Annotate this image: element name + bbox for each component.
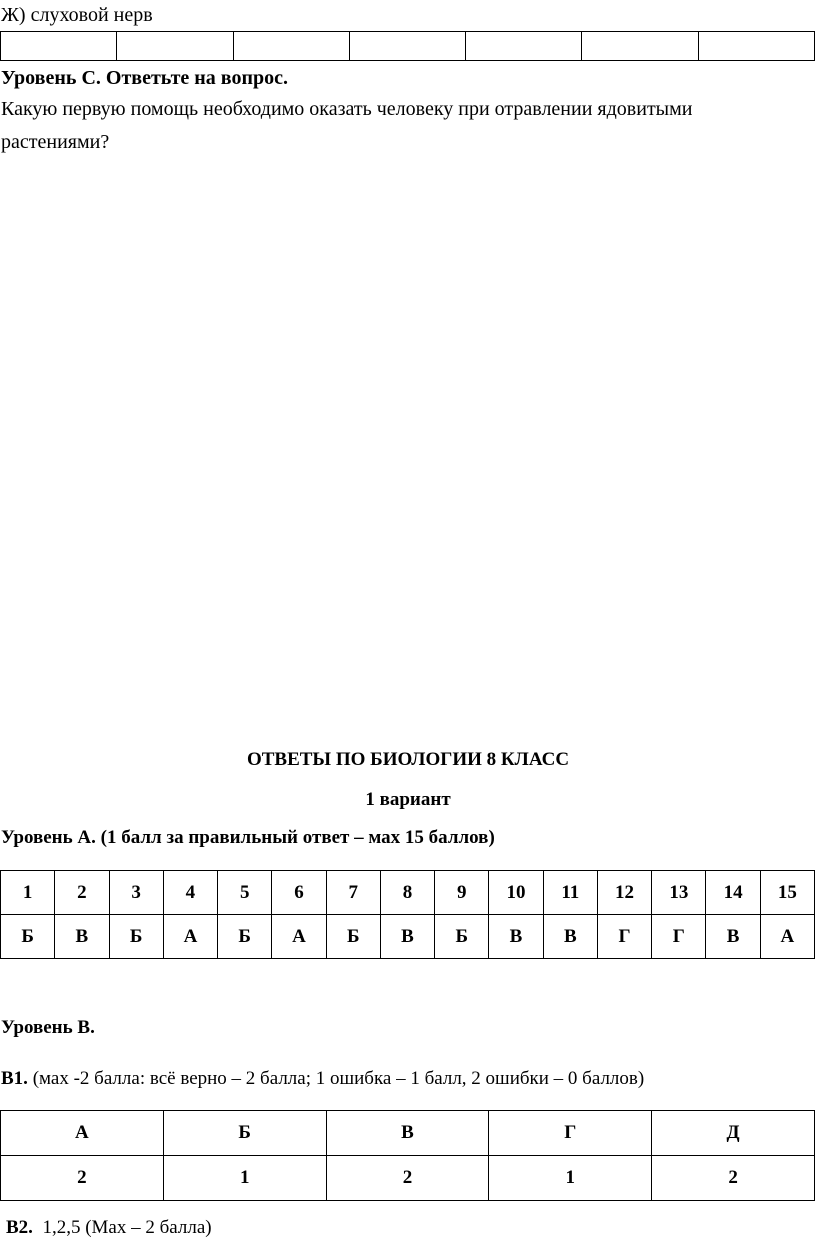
letter-cell: А	[1, 1111, 164, 1156]
b1-text: (мах -2 балла: всё верно – 2 балла; 1 ошибка – 1 балл, 2 ошибки – 0 баллов)	[27, 1068, 645, 1089]
b1-answer-table	[0, 1110, 815, 1201]
level-a-heading: Уровень А. (1 балл за правильный ответ – мах 15 баллов)	[1, 827, 495, 848]
b2-text: 1,2,5 (Мах – 2 балла)	[42, 1217, 212, 1238]
blank-cell	[582, 32, 698, 61]
value-cell: 2	[326, 1156, 489, 1201]
value-cell: 2	[1, 1156, 164, 1201]
question-number-cell: 1	[1, 871, 55, 915]
question-number-cell: 4	[163, 871, 217, 915]
question-number-cell: 9	[435, 871, 489, 915]
question-number-cell: 8	[380, 871, 434, 915]
answer-cell: Б	[435, 915, 489, 959]
blank-cell	[1, 32, 117, 61]
answer-cell: Г	[597, 915, 651, 959]
question-number-cell: 2	[55, 871, 109, 915]
answer-cell: А	[760, 915, 814, 959]
letter-cell: Б	[163, 1111, 326, 1156]
answers-title: ОТВЕТЫ ПО БИОЛОГИИ 8 КЛАСС	[246, 749, 570, 770]
value-cell: 2	[652, 1156, 815, 1201]
answer-cell: В	[380, 915, 434, 959]
question-number-cell: 5	[218, 871, 272, 915]
question-number-cell: 12	[597, 871, 651, 915]
blank-answer-table	[0, 31, 815, 61]
letter-cell: В	[326, 1111, 489, 1156]
letter-cell: Д	[652, 1111, 815, 1156]
answer-cell: А	[272, 915, 326, 959]
b2-line	[6, 1216, 212, 1240]
blank-cell	[117, 32, 233, 61]
answer-cell: В	[706, 915, 760, 959]
answer-cell: Б	[109, 915, 163, 959]
question-number-cell: 10	[489, 871, 543, 915]
question-number-cell: 13	[652, 871, 706, 915]
question-number-cell: 14	[706, 871, 760, 915]
option-zh: Ж) слуховой нерв	[1, 4, 153, 26]
answer-cell: В	[543, 915, 597, 959]
table-row-numbers	[1, 871, 815, 915]
table-row-values	[1, 1156, 815, 1201]
table-row-answers	[1, 915, 815, 959]
answer-cell: Б	[326, 915, 380, 959]
b2-label: В2.	[6, 1217, 33, 1238]
level-c-question-line2: растениями?	[1, 131, 110, 153]
question-number-cell: 7	[326, 871, 380, 915]
b1-line	[1, 1067, 644, 1091]
level-a-answer-table	[0, 870, 815, 959]
letter-cell: Г	[489, 1111, 652, 1156]
answer-cell: Б	[218, 915, 272, 959]
variant-label: 1 вариант	[365, 789, 451, 810]
question-number-cell: 6	[272, 871, 326, 915]
question-number-cell: 15	[760, 871, 814, 915]
blank-cell	[233, 32, 349, 61]
answer-cell: В	[489, 915, 543, 959]
answer-cell: Б	[1, 915, 55, 959]
question-number-cell: 11	[543, 871, 597, 915]
level-b-heading: Уровень В.	[1, 1017, 95, 1038]
level-c-question-line1: Какую первую помощь необходимо оказать человеку при отравлении ядовитыми	[1, 98, 693, 120]
b1-label: В1.	[1, 1068, 28, 1089]
value-cell: 1	[163, 1156, 326, 1201]
blank-cell	[349, 32, 465, 61]
level-c-heading: Уровень С. Ответьте на вопрос.	[1, 67, 288, 89]
table-row-letters	[1, 1111, 815, 1156]
answer-cell: А	[163, 915, 217, 959]
value-cell: 1	[489, 1156, 652, 1201]
answer-cell: Г	[652, 915, 706, 959]
answer-cell: В	[55, 915, 109, 959]
blank-cell	[698, 32, 814, 61]
question-number-cell: 3	[109, 871, 163, 915]
blank-cell	[466, 32, 582, 61]
